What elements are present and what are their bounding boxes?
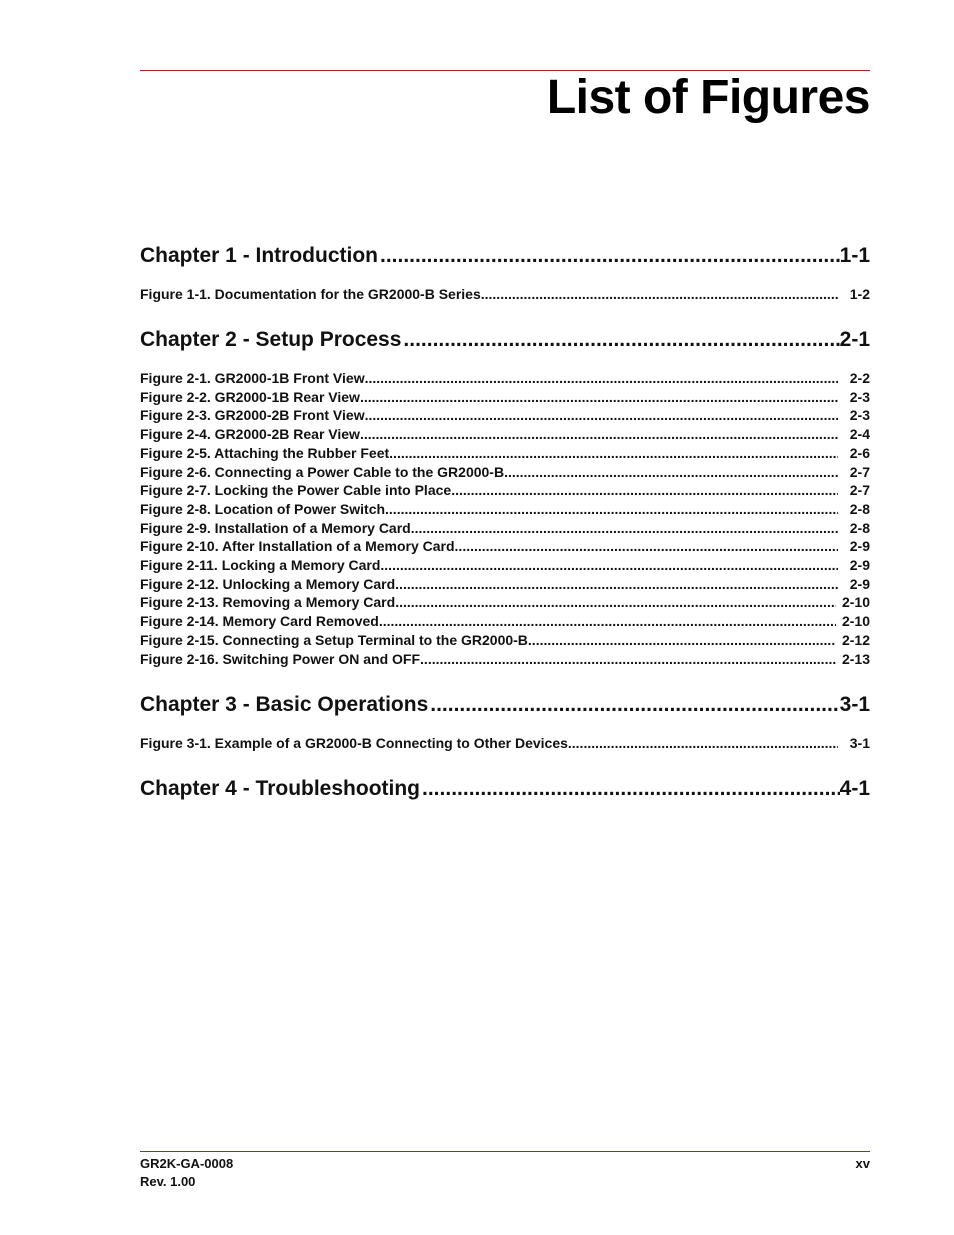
- toc-figure-label: Figure 2-10. After Installation of a Memory Card: [140, 538, 455, 555]
- toc-leader-dots: [389, 444, 838, 463]
- toc-figure-2-6[interactable]: [140, 463, 870, 482]
- page-title: List of Figures: [546, 71, 870, 124]
- toc-leader-dots: [360, 425, 838, 444]
- toc-page-number: 1-2: [849, 286, 870, 302]
- footer-page-number: xv: [855, 1156, 870, 1171]
- toc-figure-label: Figure 2-13. Removing a Memory Card: [140, 594, 396, 611]
- footer-doc-id: GR2K-GA-0008: [140, 1156, 234, 1171]
- toc-figure-2-8[interactable]: [140, 500, 870, 519]
- toc-figure-2-16[interactable]: [140, 650, 870, 669]
- toc-figure-2-2[interactable]: [140, 388, 870, 407]
- toc-leader-dots: [428, 692, 839, 718]
- toc-chapter-label: Chapter 2 - Setup Process: [140, 328, 402, 351]
- toc-figure-label: Figure 2-7. Locking the Power Cable into Place: [140, 482, 452, 499]
- toc-figure-2-7[interactable]: [140, 481, 870, 500]
- toc-leader-dots: [481, 285, 838, 304]
- toc-figure-label: Figure 2-4. GR2000-2B Rear View: [140, 426, 360, 443]
- toc-chapter-2[interactable]: [140, 327, 870, 353]
- footer-revision: Rev. 1.00: [140, 1174, 196, 1189]
- toc-page-number: 2-13: [841, 650, 870, 667]
- toc-figure-2-11[interactable]: [140, 556, 870, 575]
- toc-figure-2-10[interactable]: [140, 537, 870, 556]
- toc-page-number: 2-7: [849, 482, 870, 499]
- toc-page-number: 2-9: [849, 575, 870, 592]
- toc-leader-dots: [504, 463, 838, 482]
- toc-figure-2-15[interactable]: [140, 631, 870, 650]
- toc-figure-1-1[interactable]: [140, 285, 870, 304]
- toc-leader-dots: [380, 556, 838, 575]
- toc-figure-label: Figure 2-6. Connecting a Power Cable to the GR2000-B: [140, 463, 505, 480]
- footer-rule: [140, 1151, 870, 1152]
- toc-figure-label: Figure 1-1. Documentation for the GR2000-B Series: [140, 286, 481, 302]
- toc-page-number: 2-8: [849, 519, 870, 536]
- toc-leader-dots: [451, 481, 838, 500]
- toc-page-number: 4-1: [839, 777, 870, 800]
- toc-leader-dots: [455, 537, 838, 556]
- toc-figure-label: Figure 2-3. GR2000-2B Front View: [140, 407, 365, 424]
- toc-page-number: 1-1: [839, 244, 870, 267]
- toc-leader-dots: [365, 406, 838, 425]
- toc-figure-label: Figure 3-1. Example of a GR2000-B Connecting to Other Devices: [140, 735, 568, 751]
- toc-figure-2-9[interactable]: [140, 519, 870, 538]
- toc-page-number: 2-12: [841, 631, 870, 648]
- toc-figure-label: Figure 2-11. Locking a Memory Card: [140, 557, 381, 573]
- toc-leader-dots: [528, 631, 836, 650]
- toc-chapter-3[interactable]: [140, 692, 870, 718]
- toc-page-number: 2-9: [849, 538, 870, 555]
- toc-page-number: 2-9: [849, 557, 870, 573]
- toc-chapter-label: Chapter 1 - Introduction: [140, 244, 378, 267]
- toc-figure-2-4[interactable]: [140, 425, 870, 444]
- toc-leader-dots: [401, 327, 839, 353]
- toc-leader-dots: [395, 575, 838, 594]
- toc-leader-dots: [360, 388, 838, 407]
- toc-figure-label: Figure 2-1. GR2000-1B Front View: [140, 370, 365, 386]
- toc-leader-dots: [568, 734, 838, 753]
- toc-page-number: 2-4: [849, 426, 870, 443]
- toc-chapter-label: Chapter 3 - Basic Operations: [140, 693, 429, 716]
- toc-page-number: 2-3: [849, 407, 870, 424]
- toc-figure-2-14[interactable]: [140, 612, 870, 631]
- toc-leader-dots: [420, 776, 840, 802]
- toc-figure-2-3[interactable]: [140, 406, 870, 425]
- toc-figure-label: Figure 2-14. Memory Card Removed.: [140, 613, 383, 630]
- toc-chapter-4[interactable]: [140, 776, 870, 802]
- toc-leader-dots: [365, 369, 838, 388]
- toc-chapter-1[interactable]: [140, 243, 870, 269]
- toc-figure-3-1[interactable]: [140, 734, 870, 753]
- toc-leader-dots: [420, 650, 836, 669]
- toc-figure-2-5[interactable]: [140, 444, 870, 463]
- toc-leader-dots: [383, 612, 836, 631]
- toc-page-number: 2-2: [849, 370, 870, 386]
- toc-figure-label: Figure 2-9. Installation of a Memory Card: [140, 519, 411, 536]
- toc-page-number: 2-8: [849, 500, 870, 517]
- toc-figure-2-13[interactable]: [140, 593, 870, 612]
- toc-leader-dots: [411, 519, 838, 538]
- toc-figure-label: Figure 2-8. Location of Power Switch: [140, 500, 386, 517]
- toc-page-number: 3-1: [849, 735, 870, 751]
- toc-page-number: 2-6: [849, 444, 870, 461]
- toc-page-number: 2-3: [849, 388, 870, 405]
- toc-figure-label: Figure 2-15. Connecting a Setup Terminal to the GR2000-B: [140, 631, 528, 648]
- toc-page-number: 2-1: [839, 328, 870, 351]
- toc-figure-label: Figure 2-5. Attaching the Rubber Feet: [140, 444, 390, 461]
- toc-page-number: 2-10: [841, 613, 870, 630]
- toc-chapter-label: Chapter 4 - Troubleshooting: [140, 777, 421, 800]
- toc-leader-dots: [385, 500, 838, 519]
- toc-figure-label: Figure 2-12. Unlocking a Memory Card: [140, 575, 396, 592]
- toc-page-number: 2-7: [849, 463, 870, 480]
- toc-leader-dots: [395, 593, 836, 612]
- toc-page-number: 3-1: [839, 693, 870, 716]
- toc-figure-2-12[interactable]: [140, 575, 870, 594]
- toc-figure-label: Figure 2-16. Switching Power ON and OFF: [140, 650, 421, 667]
- toc-figure-label: Figure 2-2. GR2000-1B Rear View: [140, 388, 360, 405]
- toc-page-number: 2-10: [841, 594, 870, 611]
- toc-figure-2-1[interactable]: [140, 369, 870, 388]
- toc-leader-dots: [378, 243, 840, 269]
